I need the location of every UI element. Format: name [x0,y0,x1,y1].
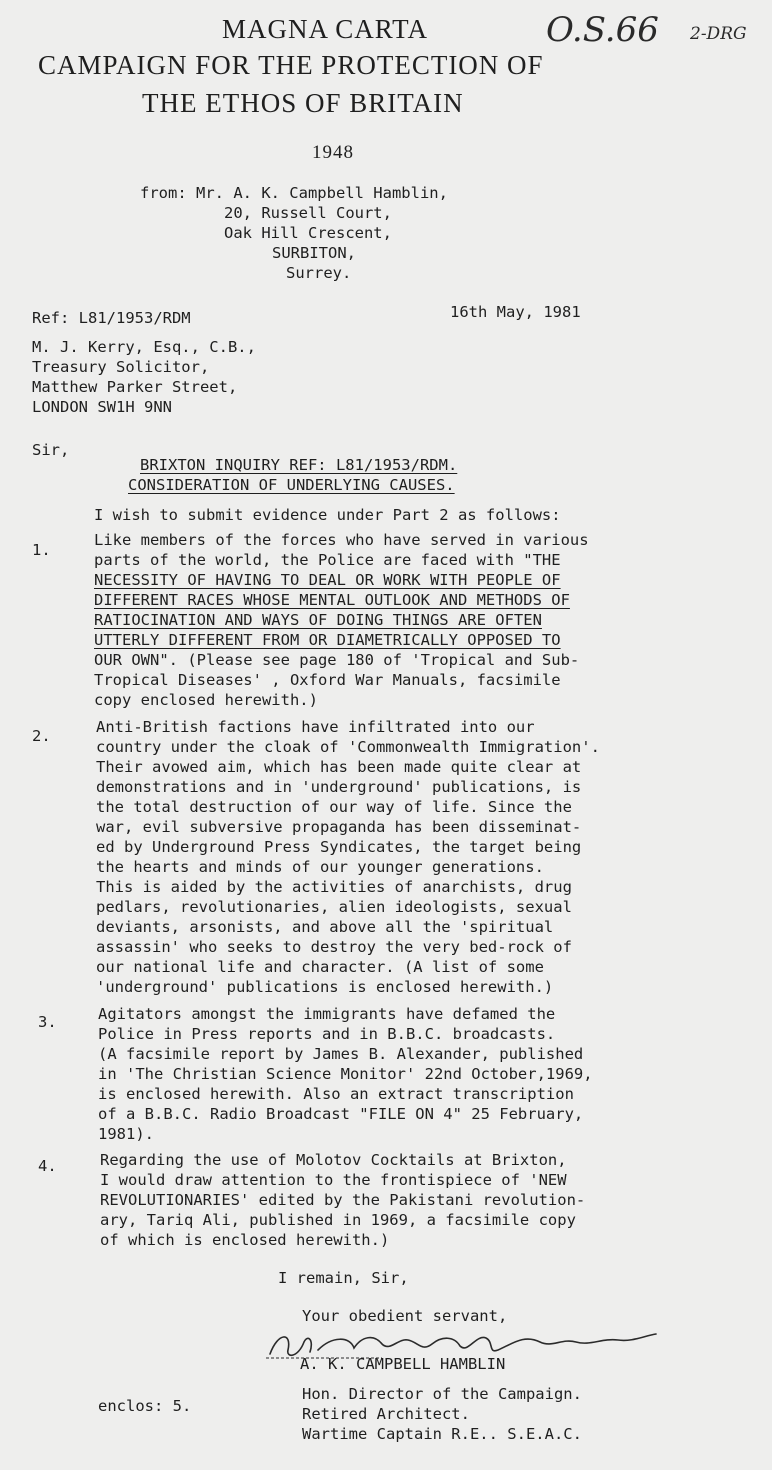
evidence-item-4 [100,1150,585,1250]
item-line: RATIOCINATION AND WAYS OF DOING THINGS ARE OFTEN [94,611,542,629]
reference-number: Ref: L81/1953/RDM [32,309,191,327]
item-line: Police in Press reports and in B.B.C. broadcasts. [98,1025,556,1043]
item-line: Agitators amongst the immigrants have defamed the [98,1005,556,1023]
item-line: parts of the world, the Police are faced with "THE [94,551,561,569]
item-number: 3. [38,1013,57,1031]
letterhead-line-1: MAGNA CARTA [222,14,428,44]
enclosures-count: enclos: 5. [98,1397,192,1415]
recipient-line: LONDON SW1H 9NN [32,398,172,416]
recipient-address [32,338,256,418]
item-line: 1981). [98,1125,154,1143]
item-line: Anti-British factions have infiltrated into our [96,718,535,736]
item-line: This is aided by the activities of anarchists, drug [96,878,572,896]
item-line: ed by Underground Press Syndicates, the target being [96,838,582,856]
item-line: OUR OWN". (Please see page 180 of 'Tropical and Sub- [94,651,580,669]
item-line: 'underground' publications is enclosed herewith.) [96,978,554,996]
title-line: Retired Architect. [302,1405,470,1423]
item-line: in 'The Christian Science Monitor' 22nd October,1969, [98,1065,593,1083]
item-line: country under the cloak of 'Commonwealth Immigration'. [96,738,600,756]
subject-heading [128,455,457,495]
sender-line: 20, Russell Court, [224,204,392,222]
item-line: Tropical Diseases' , Oxford War Manuals, facsimile [94,671,561,689]
evidence-item-3 [98,1004,593,1144]
letterhead-line-2: CAMPAIGN FOR THE PROTECTION OF [38,50,544,80]
signatory-titles [302,1384,582,1444]
recipient-line: M. J. Kerry, Esq., C.B., [32,338,256,356]
item-line: copy enclosed herewith.) [94,691,318,709]
item-line: NECESSITY OF HAVING TO DEAL OR WORK WITH PEOPLE OF [94,571,561,589]
item-line: deviants, arsonists, and above all the 'spiritual [96,918,554,936]
item-line: the hearts and minds of our younger generations. [96,858,544,876]
title-line: Wartime Captain R.E.. S.E.A.C. [302,1425,582,1443]
letterhead-year: 1948 [312,142,354,163]
item-line: Like members of the forces who have served in various [94,531,589,549]
sender-address [140,184,448,284]
item-line: I would draw attention to the frontispiece of 'NEW [100,1171,567,1189]
item-line: Regarding the use of Molotov Cocktails at Brixton, [100,1151,567,1169]
intro-sentence: I wish to submit evidence under Part 2 as follows: [94,506,561,524]
item-line: is enclosed herewith. Also an extract transcription [98,1085,574,1103]
evidence-item-1 [94,530,589,710]
item-line: war, evil subversive propaganda has been disseminat- [96,818,582,836]
archive-sub-mark: 2-DRG [690,24,747,44]
sender-line: from: Mr. A. K. Campbell Hamblin, [140,184,448,202]
item-line: our national life and character. (A list of some [96,958,544,976]
recipient-line: Treasury Solicitor, [32,358,210,376]
item-line: (A facsimile report by James B. Alexander, published [98,1045,584,1063]
item-number: 4. [38,1157,57,1175]
sender-line: Oak Hill Crescent, [224,224,392,242]
signatory-name: A. K. CAMPBELL HAMBLIN [300,1355,506,1373]
letterhead-line-3: THE ETHOS OF BRITAIN [142,88,464,118]
item-line: assassin' who seeks to destroy the very bed-rock of [96,938,572,956]
item-number: 2. [32,727,51,745]
salutation: Sir, [32,441,70,459]
title-line: Hon. Director of the Campaign. [302,1385,582,1403]
item-line: ary, Tariq Ali, published in 1969, a facsimile copy [100,1211,576,1229]
item-line: of a B.B.C. Radio Broadcast "FILE ON 4" 25 February, [98,1105,584,1123]
letter-date: 16th May, 1981 [450,303,581,321]
archive-reference-mark: O.S.66 [546,10,659,50]
closing-servant: Your obedient servant, [302,1307,508,1325]
item-line: the total destruction of our way of life. Since the [96,798,572,816]
sender-line: SURBITON, [272,244,356,262]
sender-line: Surrey. [286,264,352,282]
subject-line-2: CONSIDERATION OF UNDERLYING CAUSES. [128,476,455,494]
recipient-line: Matthew Parker Street, [32,378,238,396]
subject-line-1: BRIXTON INQUIRY REF: L81/1953/RDM. [140,456,458,474]
item-line: pedlars, revolutionaries, alien ideologists, sexual [96,898,572,916]
item-line: REVOLUTIONARIES' edited by the Pakistani revolution- [100,1191,586,1209]
evidence-item-2 [96,718,600,998]
item-line: UTTERLY DIFFERENT FROM OR DIAMETRICALLY OPPOSED TO [94,631,561,649]
item-line: DIFFERENT RACES WHOSE MENTAL OUTLOOK AND METHODS OF [94,591,570,609]
item-line: of which is enclosed herewith.) [100,1231,390,1249]
item-line: Their avowed aim, which has been made quite clear at [96,758,582,776]
item-line: demonstrations and in 'underground' publications, is [96,778,582,796]
item-number: 1. [32,541,51,559]
closing-remain: I remain, Sir, [278,1269,409,1287]
